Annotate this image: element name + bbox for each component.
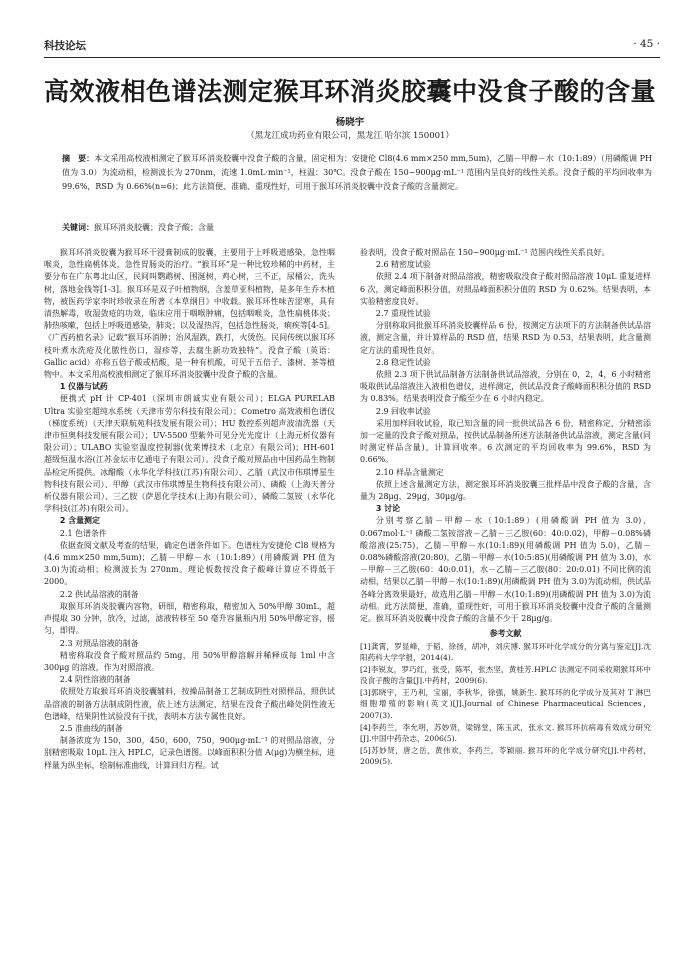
paragraph: 依照 2.3 项下供试品制备方法制备供试品溶液，分别在 0，2，4，6 小时精密吸取供试品溶液注入液相色谱仪，进样测定，供试品没食子酸峰面积积分值的 RSD 为 0.83%。结果表明没食子酸至少在 6 小时内稳定。 <box>360 370 651 404</box>
paragraph-continuation: 验表明，没食子酸对照品在 150~900μg·mL⁻¹ 范围内线性关系良好。 <box>360 248 610 257</box>
section-heading: 2 含量测定 <box>59 516 100 526</box>
header-rule <box>44 57 660 58</box>
reference-item: [5]苏妙贤，唐之岳，黄伟欢，李药兰，苓颖丽. 猴耳环的化学成分研究[J].中药材，2009(5). <box>360 745 651 767</box>
subsection-heading: 2.2 供试品溶液的制备 <box>59 589 139 599</box>
references-heading: 参考文献 <box>489 629 522 639</box>
paragraph: 猴耳环消炎胶囊为猴耳环干浸膏制成的胶囊，主要用于上呼吸道感染，急性咽喉炎，急性扁桃体炎，急性胃肠炎的治疗。“猴耳环”是一种比较珍稀的中药材，主要分布在广东粤北山区，民间叫鹦鹉树、围涎树，鸡心树，三不正，尿桶公，洗头树，落地金钱等[1-3]。猴耳环是双子叶植物纲，含羞草亚科植物，是多年生乔木植物，被医药学家李时珍收录在所著《本草纲目》中收载。猴耳环性味苦涩寒，具有清热解毒，收湿敛疮的功效，临床应用于咽喉肿痛，包括咽喉炎，急性扁桃体炎；肺热咳嗽，包括上呼吸道感染，肺炎；以及湿热泻，包括急性肠炎，痢疾等[4-5]。《广西药植名录》记载“猴耳环消肿；治风湿跌，跌打，火烫伤。民间传统以猴耳环枝叶煮水洗疮及化脓性伤口，湿疹等，去腐生新功效独特”。没食子酸（英语：Gallic acid）亦称五倍子酸或桔酸，是一种有机酸，可见于五倍子、漆树、茶等植物中。本文采用高校液相测定了猴耳环消炎胶囊中没食子酸的含量。 <box>44 248 335 380</box>
paragraph: 制备浓度为 150，300，450，600，750，900μg·mL⁻¹ 的对照品溶液，分别精密吸取 10μL 注入 HPLC，记录色谱图。以峰面积积分值 A(μg)为横坐标，进样量为纵坐标，绘制标准曲线，计算回归方程。试 <box>44 736 335 770</box>
keywords <box>62 221 652 234</box>
abstract-label: 摘 要： <box>62 154 95 163</box>
section-heading: 1 仪器与试药 <box>59 382 108 392</box>
author-name: 杨晓宇 <box>335 117 365 128</box>
paragraph: 依照 2.4 项下制备对照品溶液，精密吸取没食子酸对照品溶液 10μL 重复进样 6 次，测定峰面积积分值，对照品峰面积积分值的 RSD 为 0.62%。结果表明，本实验精密度良好。 <box>360 272 651 306</box>
paragraph: 采用加样回收试验，取已知含量的同一批供试品各 6 份，精密称定，分精密添加一定量的没食子酸对照品，按供试品制备所述方法制备供试品溶液，测定含量(同时测定样品含量)，计算回收率。6 次测定的平均回收率为 99.6%，RSD 为 0.66%。 <box>360 418 651 465</box>
subsection-heading: 2.5 准曲线的制备 <box>59 723 123 733</box>
keywords-label: 关键词： <box>62 223 94 232</box>
abstract <box>62 152 652 193</box>
paragraph: 依据查阅文献及考查的结果，确定色谱条件如下。色谱柱为安捷伦 Cl8 规格为(4.6 mm×250 mm,5um)；乙腈－甲醇－水（10:1:89）(用磷酸调 PH 值为 3.0)为流动相；检测波长为 270nm。理论板数按没食子酸峰计算应不得低于 2000。 <box>44 540 335 587</box>
subsection-heading: 2.7 重现性试验 <box>375 309 431 319</box>
reference-item: [3]郭晓宇，王乃利，宝丽，李秋华，徐强，姚新生. 猴耳环的化学成分及其对 T 淋巴细胞增殖的影响(英文)[J].Journal of Chinese Pharmaceutical Sciences，2007(3). <box>360 687 651 721</box>
paragraph: 取猴耳环消炎胶囊内容物，研细，精密称取，精密加入 50%甲醇 30mL，超声提取 30 分钟，放冷，过滤，滤液转移至 50 毫升容量瓶内用 50%甲醇定容，摇匀，即得。 <box>44 601 335 636</box>
section-heading: 3 讨论 <box>375 504 401 514</box>
subsection-heading: 2.8 稳定性试验 <box>375 357 431 367</box>
paragraph: 分别称取同批猴耳环消炎胶囊样品 6 份，按测定方法项下的方法制备供试品溶液，测定含量，并计算样品的 RSD 值，结果 RSD 为 0.53，结果表明，此含量测定方法的重现性良好。 <box>360 321 651 355</box>
reference-item: [2]李锐友，罗巧红，张受，陈军，张杰坚，黄桂芳.HPLC 法测定不同采收期猴耳环中没食子酸的含量[J].中药材，2009(6). <box>360 664 651 686</box>
running-header <box>44 38 660 52</box>
paragraph: 依照上述含量测定方法，测定猴耳环消炎胶囊三批样品中没食子酸的含量，含量为 28μg，29μg，30μg/g。 <box>360 479 651 502</box>
article-title: 高效液相色谱法测定猴耳环消炎胶囊中没食子酸的含量 <box>43 77 656 106</box>
subsection-heading: 2.10 样品含量测定 <box>375 467 444 477</box>
subsection-heading: 2.9 回收率试验 <box>375 406 431 416</box>
author-affiliation: （黑龙江成功药业有限公司，黑龙江 哈尔滨 150001） <box>246 131 454 141</box>
paragraph: 精密称取没食子酸对照品约 5mg，用 50%甲醇溶解并稀释成每 1ml 中含 300μg 的溶液，作为对照溶液。 <box>44 650 335 672</box>
reference-item: [4]李药兰，李允明，苏妙贤，梁锦堂，陈玉武，张永文. 猴耳环抗病毒有效成分研究[J].中国中药杂志，2006(5). <box>360 722 651 744</box>
reference-item: [1]龚霄，罗显峰，于韬，徐扬，胡冲，刘庆博. 猴耳环叶化学成分的分离与鉴定[J].沈阳药科大学学报，2014(4). <box>360 641 651 663</box>
subsection-heading: 2.6 精密度试验 <box>375 260 431 270</box>
subsection-heading: 2.4 阴性溶液的制备 <box>59 675 131 685</box>
keywords-text: 猴耳环消炎胶囊；没食子酸；含量 <box>94 223 214 232</box>
paragraph: 依照处方取猴耳环消炎胶囊辅料，按操品制备工艺制成阴性对照样品，照供试品溶液的制备方法制成阴性液，依上述方法测定，结果在没食子酸出峰处阴性液无色谱峰，结果阴性试验没有干扰，表明本方法专属性良好。 <box>44 687 335 721</box>
page-number: · 45 · <box>633 38 660 50</box>
subsection-heading: 2.3 对照品溶液的制备 <box>59 638 139 648</box>
subsection-heading: 2.1 色谱条件 <box>59 528 107 538</box>
abstract-text: 本文采用高校液相测定了猴耳环消炎胶囊中没食子酸的含量，固定相为：安捷伦 Cl8(4.6 mm×250 mm,5um)，乙腈－甲醇－水（10:1:89）（用磷酸调 PH 值为 3.0）为流动相，检测波长为 270nm，流速 1.0mL·min⁻¹，柱温：30℃。没食子酸在 150~900μg·mL⁻¹ 范围内呈良好的线性关系。没食子酸的平均回收率为 99.6%，RSD 为 0.66%(n=6)；此方法简便、准确、重现性好，可用于猴耳环消炎胶囊中没食子酸的含量测定。 <box>62 154 652 191</box>
left-column <box>44 247 335 947</box>
paragraph: 分别考察乙腈－甲醇－水（10:1:89）(用磷酸调 PH 值为 3.0)，0.067mol·L⁻¹ 磷酸二氢铵溶液－乙腈－三乙胺(60：40:0.02)，甲醇－0.08%磷酸溶液(25:75)，乙腈－甲醇－水(10:1:89)(用磷酸调 PH 值为 5.0)，乙腈－0.08%磷酸溶液(20:80)，乙腈－甲醇－水(10:5:85)(用磷酸调 PH 值为 3.0)，水－甲醇－三乙胺(60：40:0.01)，水－乙腈－三乙胺(80：20:0.01) 不同比例的流动相，结果以乙腈－甲醇－水(10:1:89)(用磷酸调 PH 值为 3.0)为流动相，供试品各峰分离效果最好，故选用乙腈－甲醇－水(10:1:89)(用磷酸调 PH 值为 3.0)为流动相。此方法简便，准确，重现性好，可用于猴耳环消炎胶囊中没食子酸的含量测定。猴耳环消炎胶囊中没食子酸的含量不少于 28μg/g。 <box>360 516 651 624</box>
paragraph: 便携式 pH 计 CP-401（深圳市朗诚实业有限公司）；ELGA PURELAB Ultra 实验室超纯水系统（天津市劳尔科技有限公司）；Cometro 高效液相色谱仪（梯度系统）（天津天联航苑科技发展有限公司）；HU 数控系列超声波清洗器（天津市恒奥科技发展有限公司）；UV-5500 型紫外可见分光光度计（上海元析仪器有限公司）；ULABO 实验室温度控制器(优莱博技术（北京）有限公司)；HH-601 超级恒温水浴(江苏金坛市亿通电子有限公司）。没食子酸对照品由中国药品生物制品检定所提供。冰醋酸（永华化学科技(江苏)有限公司）、乙腈（武汉市伟琪博星生物科技有限公司）、甲醇（武汉市伟琪博星生物科技有限公司）、磷酸（上海天普分析仪器有限公司）、三乙胺（萨恩化学技术(上海)有限公司）、磷酸二氢铵（永华化学科技(江苏)有限公司）。 <box>44 394 335 514</box>
journal-section: 科技论坛 <box>44 40 86 52</box>
right-column <box>360 247 651 947</box>
